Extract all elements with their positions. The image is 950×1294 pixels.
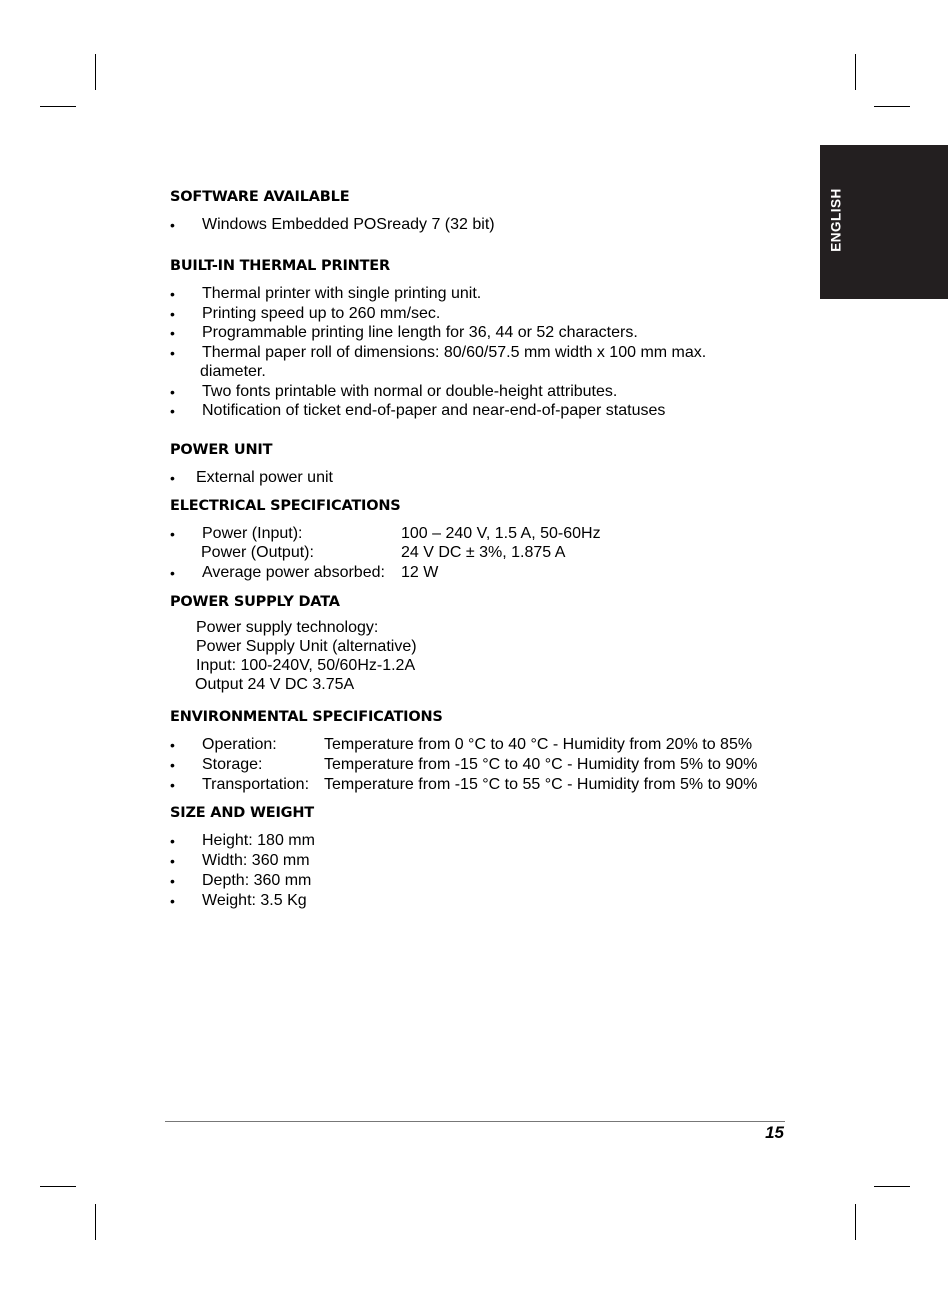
list-item: Windows Embedded POSready 7 (32 bit): [202, 216, 495, 233]
spec-label: Storage:: [202, 756, 263, 773]
bullet: •: [170, 737, 175, 753]
list-item: Thermal printer with single printing unit.: [202, 285, 482, 302]
bullet: •: [170, 325, 175, 341]
bullet: •: [170, 286, 175, 302]
bullet: •: [170, 345, 175, 361]
spec-value: Temperature from -15 °C to 55 °C - Humidity from 5% to 90%: [324, 776, 758, 793]
info-line: Power Supply Unit (alternative): [196, 638, 417, 655]
crop-mark: [40, 106, 76, 107]
info-line: Output 24 V DC 3.75A: [195, 676, 355, 693]
spec-label: Power (Output):: [201, 544, 314, 561]
list-item: Height: 180 mm: [202, 832, 315, 849]
list-item: Thermal paper roll of dimensions: 80/60/57.5 mm width x 100 mm max.: [202, 344, 707, 361]
footer-divider: [165, 1121, 785, 1122]
spec-value: 12 W: [401, 564, 439, 581]
section-heading-printer: BUILT-IN THERMAL PRINTER: [170, 258, 390, 274]
page-number: 15: [765, 1123, 784, 1142]
section-heading-power-unit: POWER UNIT: [170, 442, 273, 458]
spec-label: Power (Input):: [202, 525, 303, 542]
spec-value: 100 – 240 V, 1.5 A, 50-60Hz: [401, 525, 601, 542]
bullet: •: [170, 306, 175, 322]
bullet: •: [170, 833, 175, 849]
list-item: Weight: 3.5 Kg: [202, 892, 307, 909]
list-item: Width: 360 mm: [202, 852, 310, 869]
bullet: •: [170, 893, 175, 909]
bullet: •: [170, 217, 175, 233]
list-item-continuation: diameter.: [200, 363, 266, 380]
list-item: Depth: 360 mm: [202, 872, 312, 889]
crop-mark: [40, 1186, 76, 1187]
spec-label: Transportation:: [202, 776, 310, 793]
list-item: Programmable printing line length for 36, 44 or 52 characters.: [202, 324, 638, 341]
info-line: Power supply technology:: [196, 619, 379, 636]
language-tab-label: ENGLISH: [828, 188, 844, 252]
bullet: •: [170, 565, 175, 581]
spec-value: 24 V DC ± 3%, 1.875 A: [401, 544, 566, 561]
spec-label: Average power absorbed:: [202, 564, 385, 581]
bullet: •: [170, 403, 175, 419]
list-item: Printing speed up to 260 mm/sec.: [202, 305, 441, 322]
spec-value: Temperature from -15 °C to 40 °C - Humidity from 5% to 90%: [324, 756, 758, 773]
section-heading-electrical: ELECTRICAL SPECIFICATIONS: [170, 498, 401, 514]
section-heading-software: SOFTWARE AVAILABLE: [170, 189, 350, 205]
crop-mark: [95, 1204, 96, 1240]
bullet: •: [170, 757, 175, 773]
bullet: •: [170, 470, 175, 486]
bullet: •: [170, 873, 175, 889]
crop-mark: [855, 54, 856, 90]
section-heading-power-supply: POWER SUPPLY DATA: [170, 594, 340, 610]
crop-mark: [874, 106, 910, 107]
crop-mark: [855, 1204, 856, 1240]
list-item: External power unit: [196, 469, 333, 486]
section-heading-size: SIZE AND WEIGHT: [170, 805, 314, 821]
list-item: Two fonts printable with normal or double-height attributes.: [202, 383, 618, 400]
crop-mark: [95, 54, 96, 90]
bullet: •: [170, 384, 175, 400]
crop-mark: [874, 1186, 910, 1187]
list-item: Notification of ticket end-of-paper and near-end-of-paper statuses: [202, 402, 666, 419]
bullet: •: [170, 526, 175, 542]
info-line: Input: 100-240V, 50/60Hz-1.2A: [196, 657, 416, 674]
bullet: •: [170, 777, 175, 793]
spec-value: Temperature from 0 °C to 40 °C - Humidity from 20% to 85%: [324, 736, 753, 753]
bullet: •: [170, 853, 175, 869]
section-heading-environmental: ENVIRONMENTAL SPECIFICATIONS: [170, 709, 443, 725]
spec-label: Operation:: [202, 736, 277, 753]
